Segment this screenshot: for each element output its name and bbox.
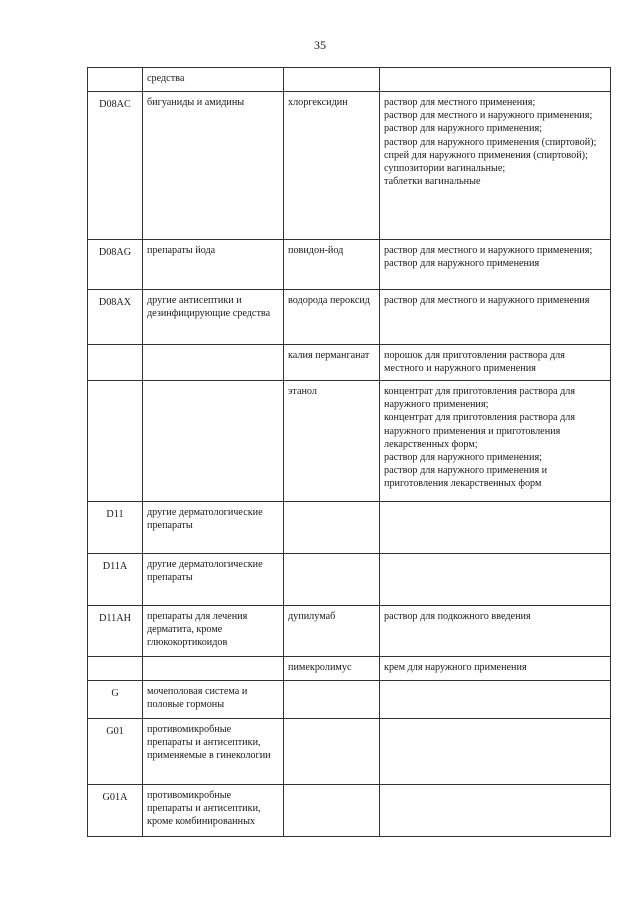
dosage-form-cell: раствор для местного применения; раствор для местного и наружного применения; раствор для наружного применения; раствор для наружного применения (спиртовой); спрей для наружного применения (спиртовой); суппозитории вагинальные; таблетки вагинальные bbox=[380, 92, 611, 240]
table-row bbox=[88, 657, 611, 681]
dosage-form-cell bbox=[380, 719, 611, 785]
group-name-cell bbox=[143, 381, 284, 502]
drug-table bbox=[87, 67, 611, 837]
table-row bbox=[88, 554, 611, 606]
group-name-cell bbox=[143, 657, 284, 681]
table-body bbox=[88, 68, 611, 837]
group-name-cell: противомикробные препараты и антисептики, применяемые в гинекологии bbox=[143, 719, 284, 785]
atc-code-cell: G01 bbox=[88, 719, 143, 785]
table-row bbox=[88, 785, 611, 837]
table-row bbox=[88, 68, 611, 92]
dosage-form-cell: крем для наружного применения bbox=[380, 657, 611, 681]
table-row bbox=[88, 92, 611, 240]
atc-code-cell bbox=[88, 345, 143, 381]
atc-code-cell bbox=[88, 381, 143, 502]
drug-name-cell bbox=[284, 68, 380, 92]
group-name-cell: другие дерматологические препараты bbox=[143, 502, 284, 554]
drug-name-cell bbox=[284, 502, 380, 554]
table-row bbox=[88, 502, 611, 554]
group-name-cell: препараты для лечения дерматита, кроме глюкокортикоидов bbox=[143, 606, 284, 657]
drug-name-cell: водорода пероксид bbox=[284, 290, 380, 345]
atc-code-cell: D08AC bbox=[88, 92, 143, 240]
group-name-cell bbox=[143, 345, 284, 381]
drug-name-cell bbox=[284, 719, 380, 785]
atc-code-cell bbox=[88, 68, 143, 92]
dosage-form-cell bbox=[380, 554, 611, 606]
group-name-cell: другие антисептики и дезинфицирующие средства bbox=[143, 290, 284, 345]
atc-code-cell: D11AH bbox=[88, 606, 143, 657]
drug-name-cell: повидон-йод bbox=[284, 240, 380, 290]
atc-code-cell: D11 bbox=[88, 502, 143, 554]
group-name-cell: бигуаниды и амидины bbox=[143, 92, 284, 240]
group-name-cell: препараты йода bbox=[143, 240, 284, 290]
drug-name-cell: хлоргексидин bbox=[284, 92, 380, 240]
drug-name-cell: пимекролимус bbox=[284, 657, 380, 681]
drug-name-cell: этанол bbox=[284, 381, 380, 502]
drug-name-cell bbox=[284, 681, 380, 719]
page-number: 35 bbox=[314, 38, 326, 52]
table-row bbox=[88, 719, 611, 785]
table-row bbox=[88, 290, 611, 345]
atc-code-cell: D08AX bbox=[88, 290, 143, 345]
dosage-form-cell bbox=[380, 785, 611, 837]
atc-code-cell: G01A bbox=[88, 785, 143, 837]
drug-name-cell bbox=[284, 554, 380, 606]
drug-name-cell: калия перманганат bbox=[284, 345, 380, 381]
atc-code-cell bbox=[88, 657, 143, 681]
dosage-form-cell bbox=[380, 68, 611, 92]
table-row bbox=[88, 681, 611, 719]
group-name-cell: мочеполовая система и половые гормоны bbox=[143, 681, 284, 719]
dosage-form-cell: раствор для местного и наружного применения; раствор для наружного применения bbox=[380, 240, 611, 290]
drug-name-cell: дупилумаб bbox=[284, 606, 380, 657]
table-row bbox=[88, 381, 611, 502]
atc-code-cell: D08AG bbox=[88, 240, 143, 290]
atc-code-cell: G bbox=[88, 681, 143, 719]
group-name-cell: средства bbox=[143, 68, 284, 92]
table-row bbox=[88, 345, 611, 381]
atc-code-cell: D11A bbox=[88, 554, 143, 606]
dosage-form-cell bbox=[380, 502, 611, 554]
dosage-form-cell: раствор для подкожного введения bbox=[380, 606, 611, 657]
dosage-form-cell: раствор для местного и наружного применения bbox=[380, 290, 611, 345]
drug-name-cell bbox=[284, 785, 380, 837]
table-row bbox=[88, 240, 611, 290]
group-name-cell: противомикробные препараты и антисептики, кроме комбинированных bbox=[143, 785, 284, 837]
dosage-form-cell: порошок для приготовления раствора для местного и наружного применения bbox=[380, 345, 611, 381]
dosage-form-cell bbox=[380, 681, 611, 719]
table-row bbox=[88, 606, 611, 657]
group-name-cell: другие дерматологические препараты bbox=[143, 554, 284, 606]
dosage-form-cell: концентрат для приготовления раствора для наружного применения; концентрат для приготовления раствора для наружного применения и приготовления лекарственных форм; раствор для наружного применения; раствор для наружного применения и приготовления лекарственных форм bbox=[380, 381, 611, 502]
